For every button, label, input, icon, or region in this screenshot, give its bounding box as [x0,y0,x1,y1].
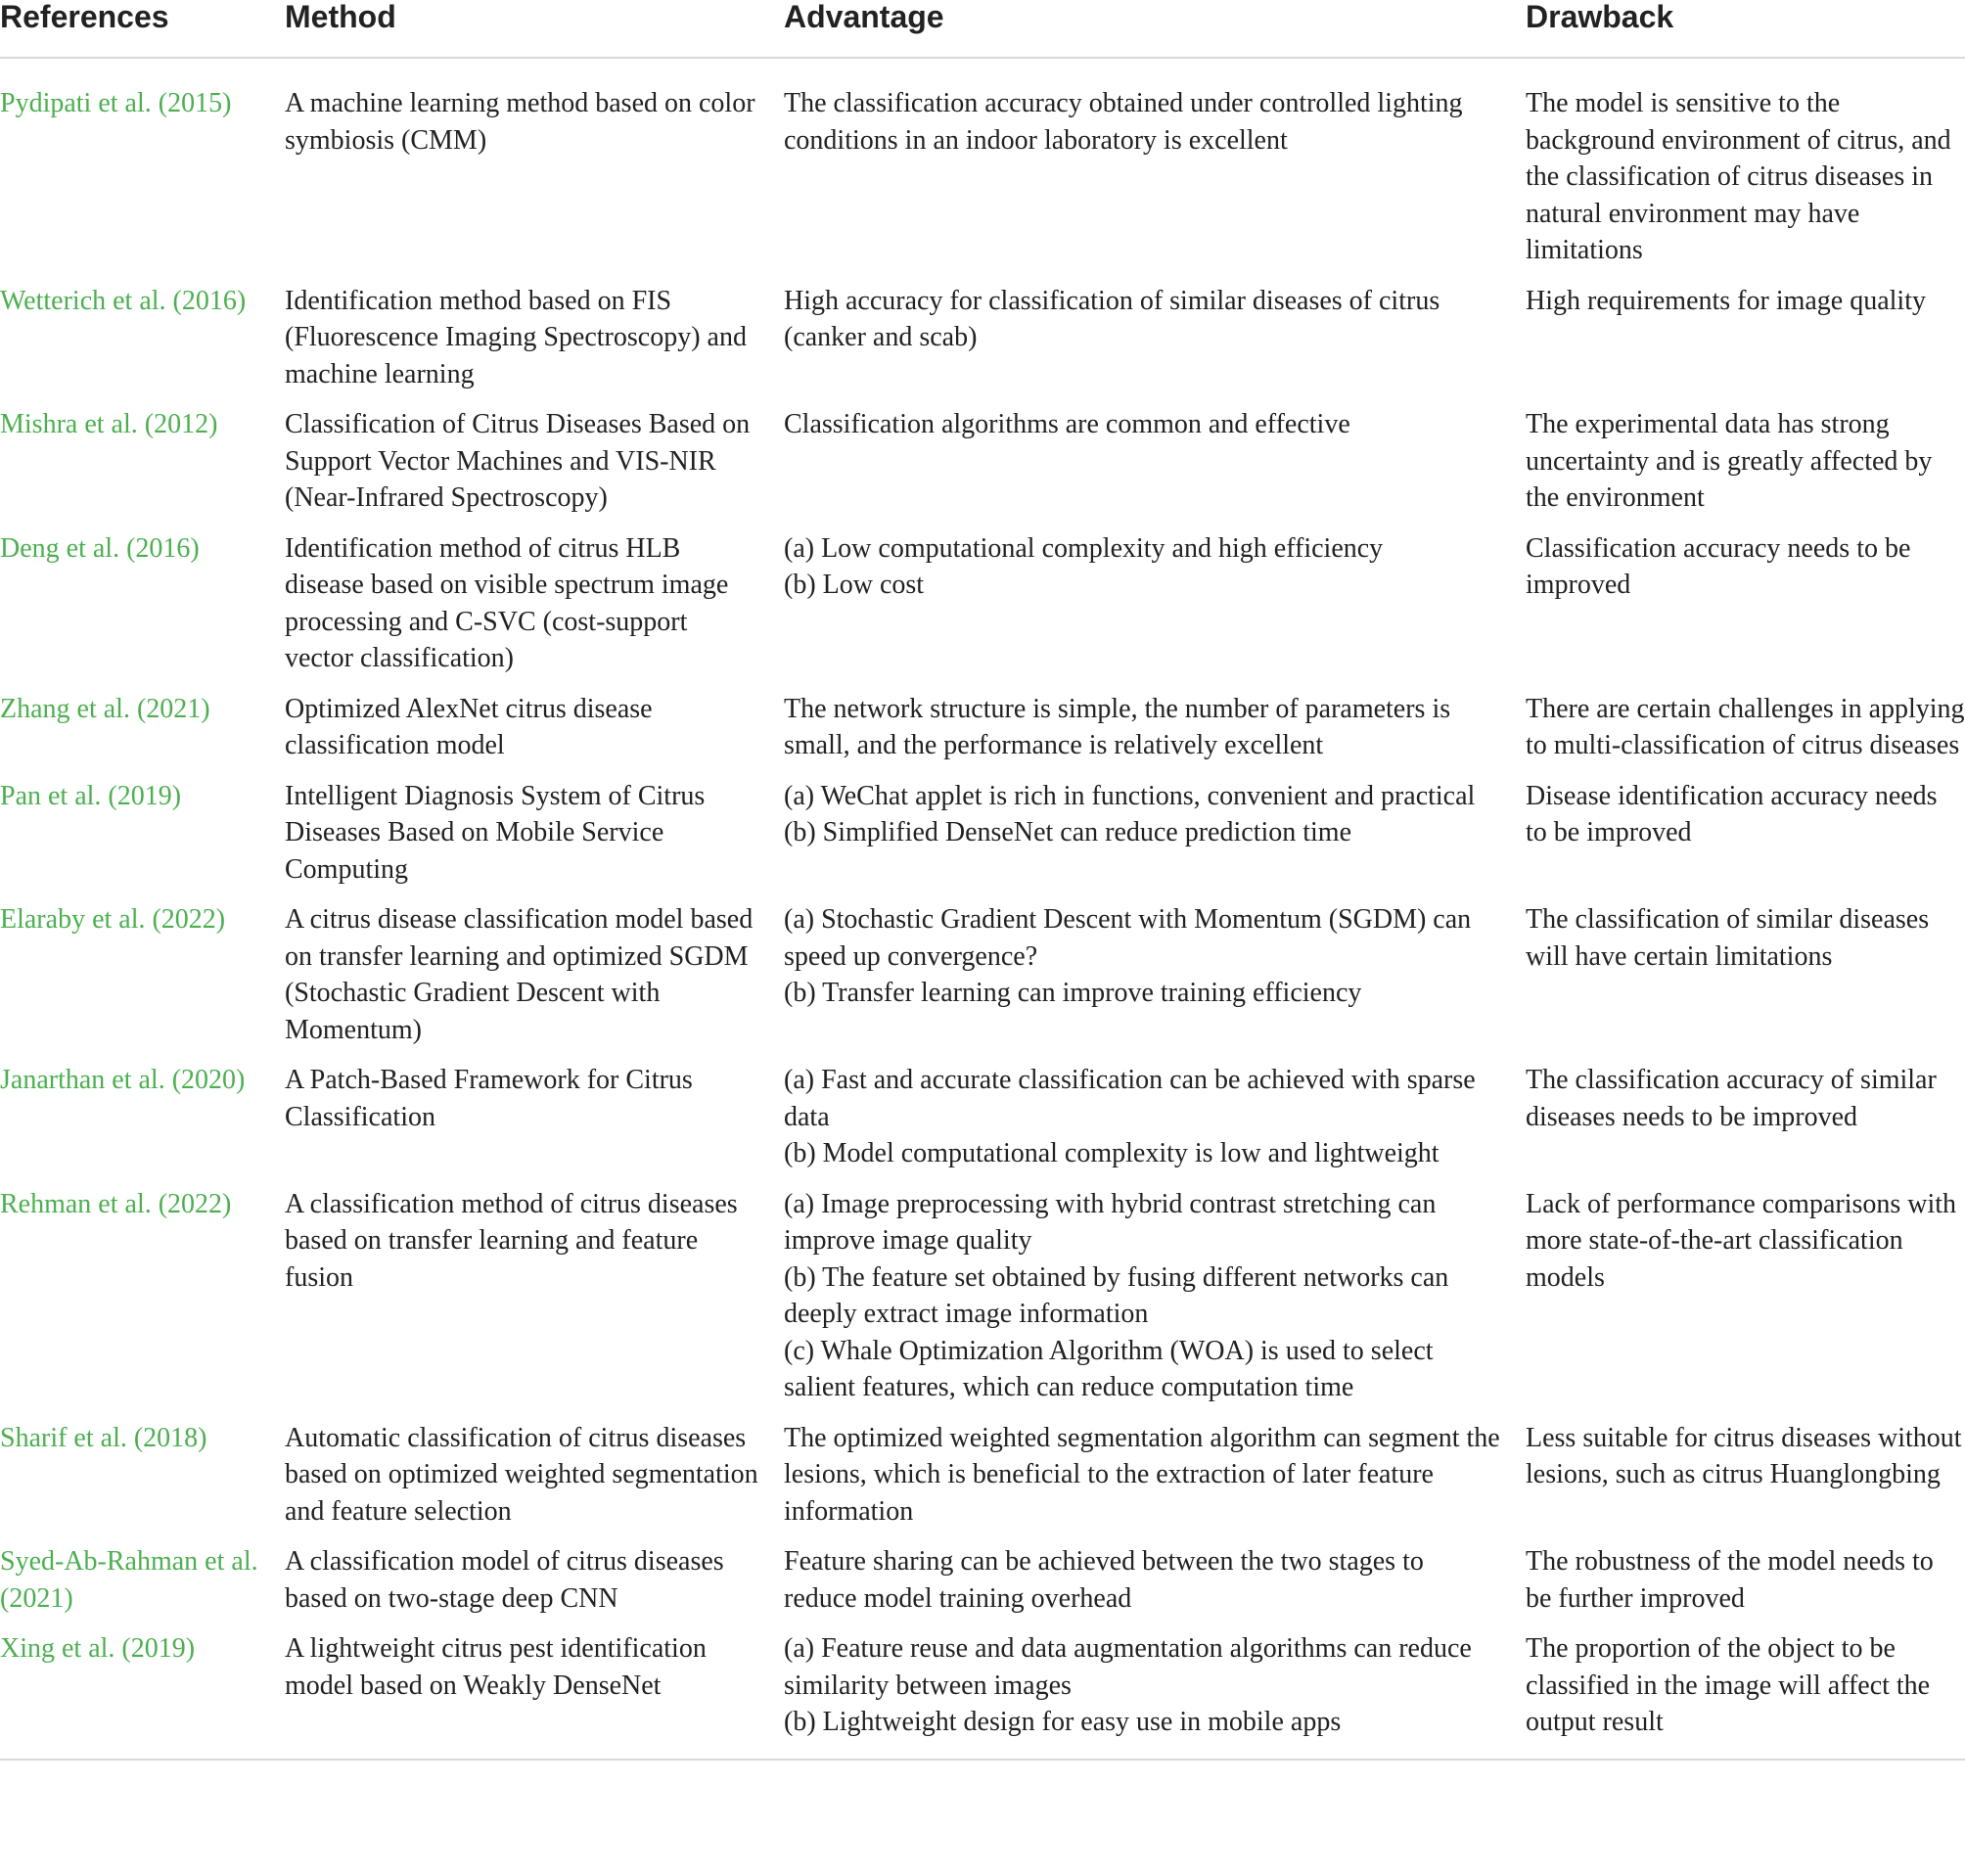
advantage-cell-line: (b) Transfer learning can improve training efficiency [784,978,1362,1008]
method-cell-line: A classification method of citrus diseases based on transfer learning and feature fusion [285,1188,738,1293]
drawback-cell-line: The robustness of the model needs to be further improved [1526,1546,1934,1614]
reference-link[interactable]: Xing et al. (2019) [0,1630,285,1760]
advantage-cell [784,1630,1526,1760]
drawback-cell-line: The classification of similar diseases will have certain limitations [1526,904,1930,972]
drawback-cell [1526,1186,1965,1420]
advantage-cell-line: (a) Low computational complexity and high efficiency [784,532,1384,564]
drawback-cell [1526,1630,1965,1760]
method-cell-line: Identification method of citrus HLB disease based on visible spectrum image processing and C-SVC (cost-support vector classification) [285,532,729,673]
method-cell-line: A classification model of citrus diseases based on two-stage deep CNN [285,1546,724,1614]
reference-link[interactable]: Janarthan et al. (2020) [0,1065,246,1095]
drawback-cell [1526,1543,1965,1630]
advantage-cell-line: The optimized weighted segmentation algorithm can segment the lesions, which is beneficial to the extraction of later feature information [784,1422,1500,1527]
advantage-cell [784,283,1526,407]
reference-link[interactable]: Deng et al. (2016) [0,532,200,564]
table-header [0,0,1965,58]
method-cell [285,778,784,902]
table-row [0,1186,1965,1420]
method-cell [285,283,784,407]
table-row [0,406,1965,530]
header-advantage: Advantage [784,0,1526,58]
method-cell [285,1543,784,1630]
method-cell-line: Intelligent Diagnosis System of Citrus Diseases Based on Mobile Service Computing [285,780,706,885]
drawback-cell [1526,778,1965,902]
advantage-cell-line: (b) Model computational complexity is low and lightweight [784,1138,1439,1168]
table-row [0,691,1965,778]
method-cell-line: Automatic classification of citrus diseases based on optimized weighted segmentation and feature selection [285,1422,758,1527]
drawback-cell [1526,1062,1965,1186]
drawback-cell [1526,1420,1965,1544]
advantage-cell [784,691,1526,778]
advantage-cell-line: High accuracy for classification of similar diseases of citrus (canker and scab) [784,285,1440,352]
drawback-cell-line: The classification accuracy of similar diseases needs to be improved [1526,1065,1937,1132]
table-row [0,530,1965,691]
advantage-cell [784,1543,1526,1630]
method-cell [285,1420,784,1544]
reference-link[interactable]: Sharif et al. (2018) [0,1422,207,1453]
table-row [0,283,1965,407]
advantage-cell [784,530,1526,691]
reference-link[interactable]: Zhang et al. (2021) [0,693,210,724]
drawback-cell [1526,901,1965,1062]
drawback-cell-line: The proportion of the object to be classified in the image will affect the output result [1526,1633,1931,1737]
advantage-cell-line: (c) Whale Optimization Algorithm (WOA) is used to select salient features, which can reduce computation time [784,1335,1434,1402]
drawback-cell [1526,58,1965,283]
drawback-cell-line: Classification accuracy needs to be improved [1526,532,1911,600]
table-row [0,1543,1965,1630]
advantage-cell-line: (b) The feature set obtained by fusing different networks can deeply extract image information [784,1261,1449,1329]
advantage-cell-line: Classification algorithms are common and effective [784,409,1350,439]
advantage-cell-line: (a) Fast and accurate classification can be achieved with sparse data [784,1065,1476,1132]
drawback-cell-line: The experimental data has strong uncertainty and is greatly affected by the environment [1526,409,1933,513]
method-cell [285,406,784,530]
advantage-cell [784,1186,1526,1420]
method-cell-line: A machine learning method based on color symbiosis (CMM) [285,88,755,156]
reference-link[interactable]: Elaraby et al. (2022) [0,904,226,935]
advantage-cell-line: (b) Simplified DenseNet can reduce prediction time [784,817,1352,847]
drawback-cell-line: The model is sensitive to the background environment of citrus, and the classification of citrus diseases in natural environment may have limitations [1526,88,1951,265]
advantage-cell-line: (a) Feature reuse and data augmentation algorithms can reduce similarity between images [784,1633,1472,1701]
advantage-cell-line: (b) Low cost [784,570,925,600]
advantage-cell [784,406,1526,530]
reference-link[interactable]: Wetterich et al. (2016) [0,285,247,316]
method-cell [285,1186,784,1420]
drawback-cell [1526,691,1965,778]
header-row [0,0,1965,58]
table-row [0,901,1965,1062]
table-row [0,778,1965,902]
drawback-cell [1526,530,1965,691]
method-cell [285,1630,784,1760]
header-method: Method [285,0,784,58]
method-cell [285,1062,784,1186]
advantage-cell-line: (a) Stochastic Gradient Descent with Momentum (SGDM) can speed up convergence? [784,904,1472,972]
method-cell [285,58,784,283]
method-cell-line: Identification method based on FIS (Fluorescence Imaging Spectroscopy) and machine learning [285,285,747,389]
method-cell-line: A citrus disease classification model based on transfer learning and optimized SGDM (Stochastic Gradient Descent with Momentum) [285,904,754,1045]
advantage-cell [784,58,1526,283]
advantage-cell [784,1062,1526,1186]
advantage-cell [784,1420,1526,1544]
method-cell-line: A Patch-Based Framework for Citrus Classification [285,1065,693,1132]
drawback-cell-line: There are certain challenges in applying to multi-classification of citrus diseases [1526,693,1965,760]
method-cell-line: A lightweight citrus pest identification model based on Weakly DenseNet [285,1633,707,1701]
drawback-cell-line: Less suitable for citrus diseases without lesions, such as citrus Huanglongbing [1526,1422,1962,1489]
method-cell-line: Classification of Citrus Diseases Based on Support Vector Machines and VIS-NIR (Near-Infrared Spectroscopy) [285,409,751,513]
advantage-cell-line: The classification accuracy obtained under controlled lighting conditions in an indoor laboratory is excellent [784,88,1463,156]
reference-link[interactable]: Rehman et al. (2022) [0,1188,232,1219]
method-cell [285,530,784,691]
table-row [0,1062,1965,1186]
drawback-cell-line: High requirements for image quality [1526,285,1926,316]
method-cell-line: Optimized AlexNet citrus disease classification model [285,693,653,760]
reference-link[interactable]: Pydipati et al. (2015) [0,88,232,118]
method-cell [285,901,784,1062]
header-references: References [0,0,285,58]
reference-link[interactable]: Pan et al. (2019) [0,780,182,811]
table-row [0,1420,1965,1544]
reference-link[interactable]: Syed-Ab-Rahman et al. (2021) [0,1546,258,1614]
drawback-cell-line: Disease identification accuracy needs to be improved [1526,780,1938,847]
advantage-cell-line: (b) Lightweight design for easy use in mobile apps [784,1707,1342,1737]
method-cell [285,691,784,778]
table-row [0,58,1965,283]
advantage-cell-line: The network structure is simple, the number of parameters is small, and the performance is relatively excellent [784,693,1451,760]
drawback-cell [1526,283,1965,407]
advantage-cell [784,778,1526,902]
advantage-cell-line: Feature sharing can be achieved between the two stages to reduce model training overhead [784,1546,1424,1614]
advantage-cell [784,901,1526,1062]
drawback-cell-line: Lack of performance comparisons with more state-of-the-art classification models [1526,1188,1957,1293]
reference-link[interactable]: Mishra et al. (2012) [0,409,218,439]
table-row [0,1630,1965,1760]
table-body [0,58,1965,1760]
drawback-cell [1526,406,1965,530]
advantage-cell-line: (a) WeChat applet is rich in functions, convenient and practical [784,780,1476,811]
advantage-cell-line: (a) Image preprocessing with hybrid contrast stretching can improve image quality [784,1188,1437,1256]
header-drawback: Drawback [1526,0,1965,58]
